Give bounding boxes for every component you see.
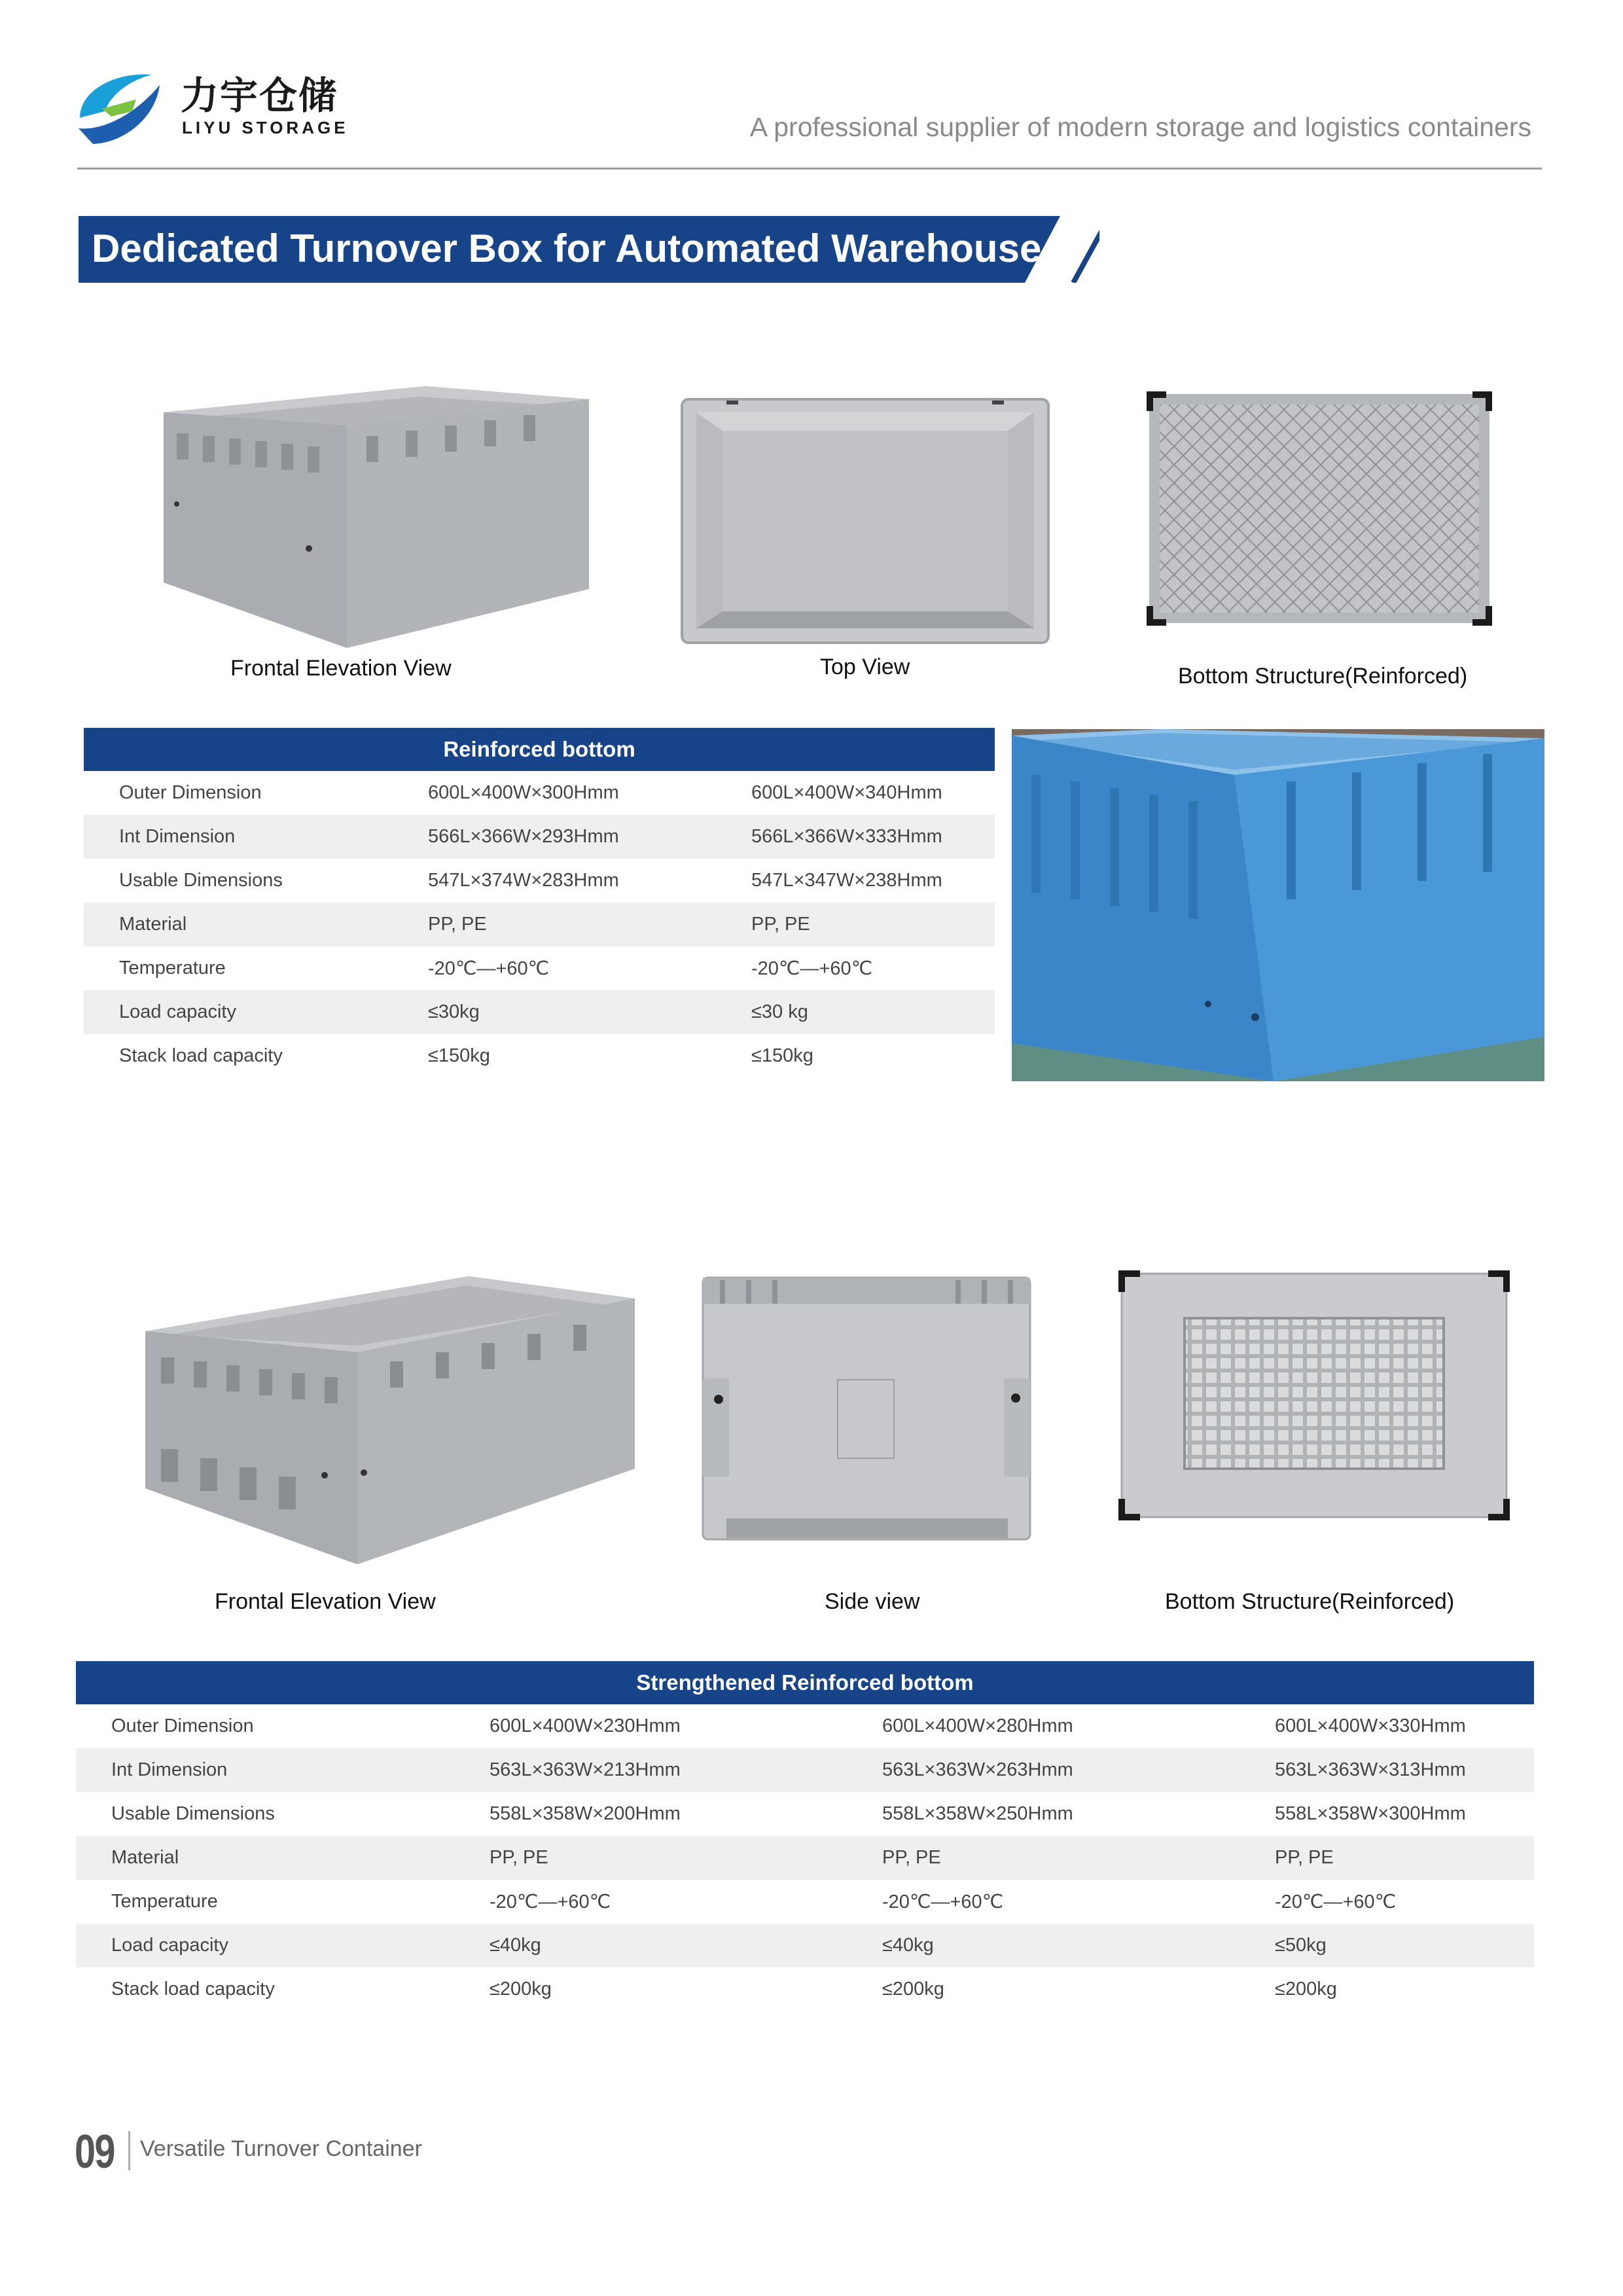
table-row [84,859,995,903]
spec-value: -20℃—+60℃ [882,1892,1004,1912]
spec-value: 558L×358W×250Hmm [882,1803,1073,1824]
product1-caption-top: Top View [820,655,910,679]
product2-caption-bottom: Bottom Structure(Reinforced) [1165,1589,1455,1614]
spec-label: Usable Dimensions [111,1803,275,1824]
spec-label: Load capacity [84,990,428,1034]
spec-value: 600L×400W×330Hmm [1275,1715,1466,1736]
product1-top-view-image [681,398,1050,644]
spec-value: PP, PE [428,903,751,946]
footer-section-name: Versatile Turnover Container [140,2136,422,2161]
spec-value: ≤150kg [751,1045,813,1066]
spec-value: ≤30kg [428,990,751,1034]
table-row [84,946,995,990]
product1-caption-bottom: Bottom Structure(Reinforced) [1178,664,1468,689]
spec-label: Outer Dimension [119,782,262,803]
spec-value: -20℃—+60℃ [1275,1892,1397,1912]
table-row [76,1704,1534,1748]
section-title: Dedicated Turnover Box for Automated Warehouse [92,226,1042,270]
spec-value: ≤200kg [490,1979,552,2000]
spec-value: 600L×400W×340Hmm [751,782,942,803]
spec-value: ≤40kg [882,1924,1275,1967]
spec-label: Temperature [119,958,226,978]
spec-value: ≤150kg [428,1045,490,1066]
spec-label: Temperature [111,1891,218,1912]
spec-label: Stack load capacity [119,1045,283,1066]
spec-label: Int Dimension [76,1748,490,1792]
table-row [84,1034,995,1078]
spec-value: PP, PE [1275,1836,1534,1880]
spec-value: ≤200kg [1275,1979,1337,2000]
table-row [84,990,995,1034]
spec-value: ≤30 kg [751,990,995,1034]
spec-value: 600L×400W×230Hmm [490,1715,681,1736]
spec-value: 563L×363W×213Hmm [490,1748,882,1792]
spec-value: ≤50kg [1275,1924,1534,1967]
spec-value: 563L×363W×263Hmm [882,1748,1275,1792]
product2-spec-table [76,1661,1534,2011]
spec-value: -20℃—+60℃ [490,1892,611,1912]
table-row [76,1792,1534,1836]
product1-table-title: Reinforced bottom [84,728,995,771]
product2-table-title: Strengthened Reinforced bottom [76,1661,1534,1704]
table-row [76,1880,1534,1924]
product1-bottom-structure-image [1147,391,1492,626]
spec-value: 558L×358W×300Hmm [1275,1803,1466,1824]
spec-label: Outer Dimension [111,1715,254,1736]
product1-spec-table [84,728,995,1078]
spec-value: 558L×358W×200Hmm [490,1803,681,1824]
spec-value: PP, PE [751,903,995,946]
spec-value: 563L×363W×313Hmm [1275,1748,1534,1792]
product2-frontal-view-image [141,1272,639,1567]
spec-value: ≤40kg [490,1924,882,1967]
spec-value: 566L×366W×333Hmm [751,815,995,859]
table-row [76,1748,1534,1792]
spec-value: 547L×347W×238Hmm [751,870,942,891]
product1-frontal-view-image [157,373,602,655]
spec-value: 566L×366W×293Hmm [428,815,751,859]
spec-label: Load capacity [76,1924,490,1967]
spec-value: PP, PE [490,1836,882,1880]
blue-crate-photo [1012,729,1544,1081]
spec-label: Int Dimension [84,815,428,859]
table-row [84,903,995,946]
table-row [84,815,995,859]
spec-value: 547L×374W×283Hmm [428,870,619,891]
product2-bottom-structure-image [1118,1270,1510,1521]
header-divider [77,168,1542,170]
spec-label: Material [84,903,428,946]
table-row [76,1924,1534,1967]
spec-value: -20℃—+60℃ [428,958,550,979]
spec-label: Usable Dimensions [119,870,283,891]
spec-value: 600L×400W×300Hmm [428,782,619,803]
spec-value: PP, PE [882,1836,1275,1880]
product2-side-view-image [700,1275,1033,1545]
spec-value: 600L×400W×280Hmm [882,1715,1073,1736]
spec-value: -20℃—+60℃ [751,958,873,979]
logo-english-name: LIYU STORAGE [182,118,349,137]
product1-caption-frontal: Frontal Elevation View [230,656,452,681]
table-row [76,1836,1534,1880]
logo-chinese-name: 力宇仓储 [181,75,338,117]
spec-value: ≤200kg [882,1979,944,2000]
table-row [76,1967,1534,2011]
product2-caption-side: Side view [825,1589,920,1614]
spec-label: Stack load capacity [111,1979,275,2000]
header-tagline: A professional supplier of modern storage and logistics containers [749,112,1531,142]
product2-caption-frontal: Frontal Elevation View [215,1589,436,1614]
page-number: 09 [75,2126,115,2178]
footer-divider [128,2131,130,2170]
spec-label: Material [76,1836,490,1880]
liyu-logo-icon [73,65,165,151]
table-row [84,771,995,815]
